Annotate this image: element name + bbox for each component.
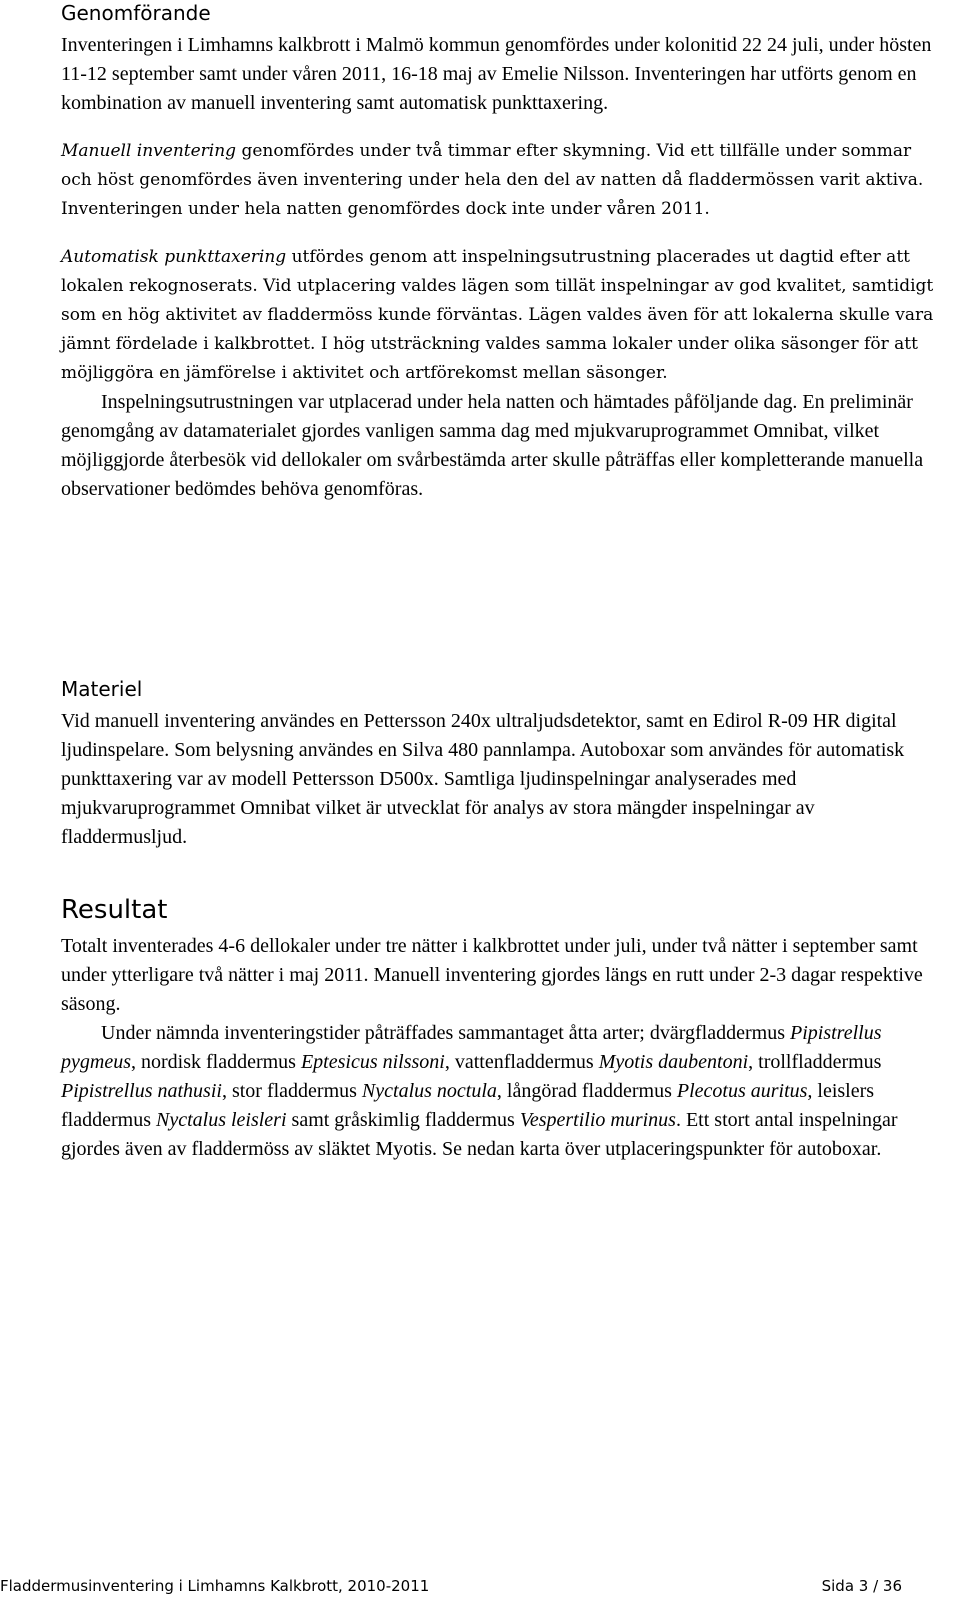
section-genomforande (61, 0, 941, 504)
heading-genomforande: Genomförande (61, 1, 211, 25)
emphasis: Automatisk punkttaxering (61, 247, 287, 267)
section-materiel (61, 676, 941, 852)
emphasis: Manuell inventering (61, 141, 237, 161)
paragraph: Vid manuell inventering användes en Pettersson 240x ultraljudsdetektor, samt en Edirol R-09 HR digital ljudinspelare. Som belysning användes en Silva 480 pannlampa. Autoboxar som användes för automatisk punkttaxering var av modell Pettersson D500x. Samtliga ljudinspelningar analyserades med mjukvaruprogrammet Omnibat vilket är utvecklat för analys av stora mängder inspelningar av fladdermusljud. (61, 710, 905, 848)
page-footer (0, 1574, 960, 1598)
paragraph: Automatisk punkttaxering utfördes genom att inspelningsutrustning placerades ut dagtid efter att lokalen rekognoserats. Vid utplacering valdes lägen som tillät inspelningar av god kvalitet, samtidigt som en hög aktivitet av fladdermöss kunde förväntas. Lägen valdes även för att lokalerna skulle vara jämnt fördelade i kalkbrottet. I hög utsträckning valdes samma lokaler under olika säsonger för att möjliggöra en jämförelse i aktivitet och artförekomst mellan säsonger. (61, 247, 934, 383)
page-number: Sida 3 / 36 (821, 1577, 902, 1595)
paragraph: Manuell inventering genomfördes under två timmar efter skymning. Vid ett tillfälle under sommar och höst genomfördes även inventering under hela den del av natten då fladdermössen varit aktiva. Inventeringen under hela natten genomfördes dock inte under våren 2011. (61, 141, 924, 219)
section-resultat (61, 894, 941, 1164)
heading-materiel: Materiel (61, 677, 143, 701)
paragraph: Inspelningsutrustningen var utplacerad under hela natten och hämtades påföljande dag. En preliminär genomgång av datamaterialet gjordes vanligen samma dag med mjukvaruprogrammet Omnibat, vilket möjliggjorde återbesök vid dellokaler om svårbestämda arter skulle påträffas eller kompletterande manuella observationer bedömdes behöva genomföras. (61, 391, 924, 500)
heading-resultat: Resultat (61, 895, 168, 925)
paragraph: Inventeringen i Limhamns kalkbrott i Malmö kommun genomfördes under kolonitid 22 24 juli, under hösten 11-12 september samt under våren 2011, 16-18 maj av Emelie Nilsson. Inventeringen har utförts genom en kombination av manuell inventering samt automatisk punkttaxering. (61, 34, 932, 114)
paragraph: Totalt inventerades 4-6 dellokaler under tre nätter i kalkbrottet under juli, under två nätter i september samt under ytterligare två nätter i maj 2011. Manuell inventering gjordes längs en rutt under 2-3 dagar respektive säsong. (61, 935, 923, 1015)
paragraph: Under nämnda inventeringstider påträffades sammantaget åtta arter; dvärgfladdermus Pipistrellus pygmeus, nordisk fladdermus Eptesicus nilssoni, vattenfladdermus Myotis daubentoni, trollfladdermus Pipistrellus nathusii, stor fladdermus Nyctalus noctula, långörad fladdermus Plecotus auritus, leislers fladdermus Nyctalus leisleri samt gråskimlig fladdermus Vespertilio murinus. Ett stort antal inspelningar gjordes även av fladdermöss av släktet Myotis. Se nedan karta över utplaceringspunkter för autoboxar. (61, 1022, 898, 1160)
footer-title: Fladdermusinventering i Limhamns Kalkbrott, 2010-2011 (0, 1577, 430, 1595)
